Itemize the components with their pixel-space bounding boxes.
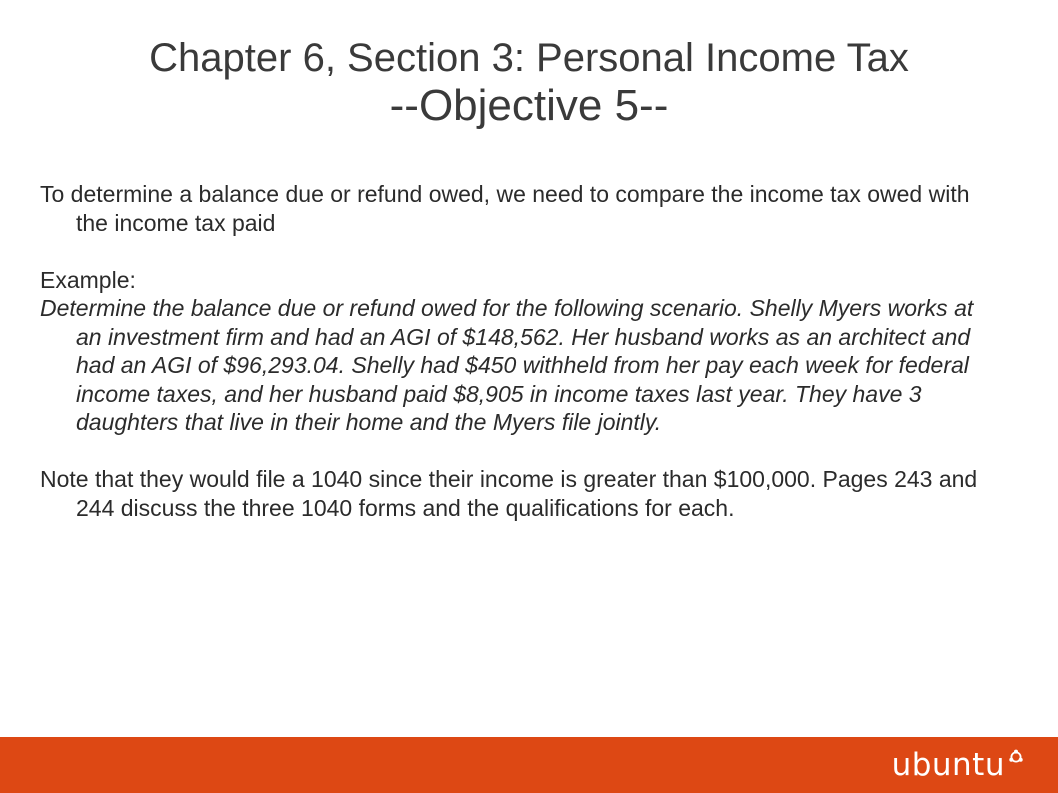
- intro-paragraph: To determine a balance due or refund owed, we need to compare the income tax owed with the income tax paid: [40, 181, 970, 236]
- example-scenario: Determine the balance due or refund owed for the following scenario. Shelly Myers works at an investment firm and had an AGI of $148,562. Her husband works as an architect and had an AGI of $96,293.04. Shelly had $450 withheld from her pay each week for federal income taxes, and her husband paid $8,905 in income taxes last year. They have 3 daughters that live in their home and the Myers file jointly.: [40, 295, 974, 435]
- title-line-2: --Objective 5--: [389, 81, 669, 130]
- note-paragraph: Note that they would file a 1040 since their income is greater than $100,000. Pages 243 and 244 discuss the three 1040 forms and the qualifications for each.: [40, 466, 978, 521]
- spacer: [40, 437, 1000, 466]
- ubuntu-wordmark: ubuntu: [891, 747, 1005, 783]
- spacer: [40, 237, 1000, 266]
- circle-of-friends-icon: [1008, 749, 1024, 765]
- ubuntu-logo: [892, 745, 1024, 785]
- slide-body: [40, 180, 1000, 522]
- example-label: Example:: [40, 266, 136, 293]
- title-line-1: Chapter 6, Section 3: Personal Income Tax: [149, 36, 909, 80]
- footer-bar: [0, 737, 1058, 793]
- slide-title: [0, 34, 1058, 132]
